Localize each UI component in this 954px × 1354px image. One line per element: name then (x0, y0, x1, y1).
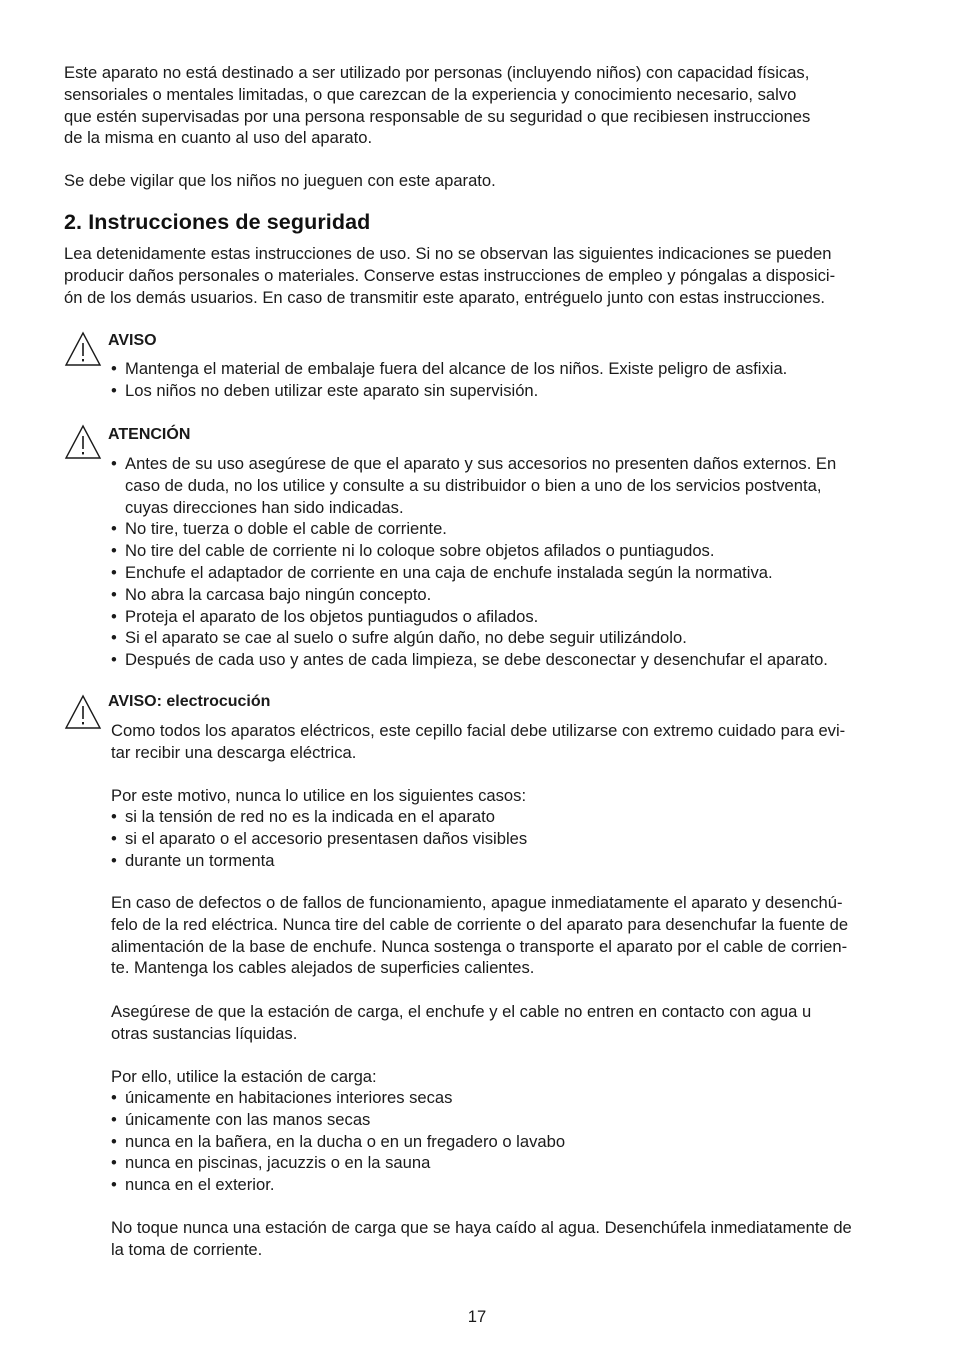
warning-triangle-icon (64, 331, 102, 367)
cases-list (111, 806, 901, 871)
list-item: • si la tensión de red no es la indicada en el aparato (111, 806, 901, 828)
electrocucion-title: AVISO: electrocución (108, 693, 271, 710)
aviso-title: AVISO (108, 332, 157, 349)
atencion-title: ATENCIÓN (108, 426, 191, 443)
list-item: • Los niños no deben utilizar este aparato sin supervisión. (111, 380, 901, 402)
section-lead-paragraph: Lea detenidamente estas instrucciones de uso. Si no se observan las siguientes indicaciones se pueden producir daños personales o materiales. Conserve estas instrucciones de empleo y póngalas a disposici- ón de los demás usuarios. En caso de transmitir este aparato, entréguelo junto con estas instrucciones. (64, 244, 836, 307)
list-item: • nunca en el exterior. (111, 1174, 901, 1196)
intro-paragraph: Este aparato no está destinado a ser utilizado por personas (incluyendo niños) con capacidad físicas, sensoriales o mentales limitadas, o que carezcan de la experiencia y conocimiento necesario, salvo que estén supervisadas por una persona responsable de su seguridad o que recibiesen instrucciones de la misma en cuanto al uso del aparato. (64, 63, 811, 148)
list-item: • nunca en piscinas, jacuzzis o en la sauna (111, 1152, 901, 1174)
cases-intro: Por este motivo, nunca lo utilice en los siguientes casos: (111, 786, 527, 805)
list-item: • No tire, tuerza o doble el cable de corriente. (111, 518, 901, 540)
list-item: • únicamente en habitaciones interiores secas (111, 1087, 901, 1109)
list-item: • si el aparato o el accesorio presentasen daños visibles (111, 828, 901, 850)
malfunction-paragraph: En caso de defectos o de fallos de funcionamiento, apague inmediatamente el aparato y desenchú- felo de la red eléctrica. Nunca tire del cable de corriente o del aparato para desenchufar la fuente de alimentación de la base de enchufe. Nunca sostenga o transporte el aparato por el cable de corrien- te. Mantenga los cables alejados de superficies calientes. (111, 893, 849, 978)
electrocucion-intro: Como todos los aparatos eléctricos, este cepillo facial debe utilizarse con extremo cuidado para evi- tar recibir una descarga eléctrica. (111, 721, 846, 762)
list-item: • No tire del cable de corriente ni lo coloque sobre objetos afilados o puntiagudos. (111, 540, 901, 562)
atencion-list (111, 453, 901, 671)
section-title: 2. Instrucciones de seguridad (64, 210, 371, 234)
list-item: • Si el aparato se cae al suelo o sufre algún daño, no debe seguir utilizándolo. (111, 627, 901, 649)
list-item: • No abra la carcasa bajo ningún concepto. (111, 584, 901, 606)
page-number: 17 (467, 1307, 487, 1326)
list-item: • Antes de su uso asegúrese de que el aparato y sus accesorios no presenten daños externos. En caso de duda, no los utilice y consulte a su distribuidor o bien a uno de los servicios postventa, cuyas direcciones han sido indicadas. (111, 453, 901, 518)
fallen-station-paragraph: No toque nunca una estación de carga que se haya caído al agua. Desenchúfela inmediatamente de la toma de corriente. (111, 1218, 852, 1259)
children-supervision-note: Se debe vigilar que los niños no jueguen con este aparato. (64, 171, 496, 190)
list-item: • Después de cada uso y antes de cada limpieza, se debe desconectar y desenchufar el aparato. (111, 649, 901, 671)
usage-intro: Por ello, utilice la estación de carga: (111, 1067, 377, 1086)
usage-list (111, 1087, 901, 1196)
charging-station-water-paragraph: Asegúrese de que la estación de carga, el enchufe y el cable no entren en contacto con agua u otras sustancias líquidas. (111, 1002, 812, 1043)
list-item: • únicamente con las manos secas (111, 1109, 901, 1131)
warning-triangle-icon (64, 424, 102, 460)
list-item: • Proteja el aparato de los objetos puntiagudos o afilados. (111, 606, 901, 628)
warning-triangle-icon (64, 694, 102, 730)
list-item: • durante un tormenta (111, 850, 901, 872)
list-item: • Mantenga el material de embalaje fuera del alcance de los niños. Existe peligro de asfixia. (111, 358, 901, 380)
list-item: • nunca en la bañera, en la ducha o en un fregadero o lavabo (111, 1131, 901, 1153)
list-item: • Enchufe el adaptador de corriente en una caja de enchufe instalada según la normativa. (111, 562, 901, 584)
aviso-list (111, 358, 901, 402)
